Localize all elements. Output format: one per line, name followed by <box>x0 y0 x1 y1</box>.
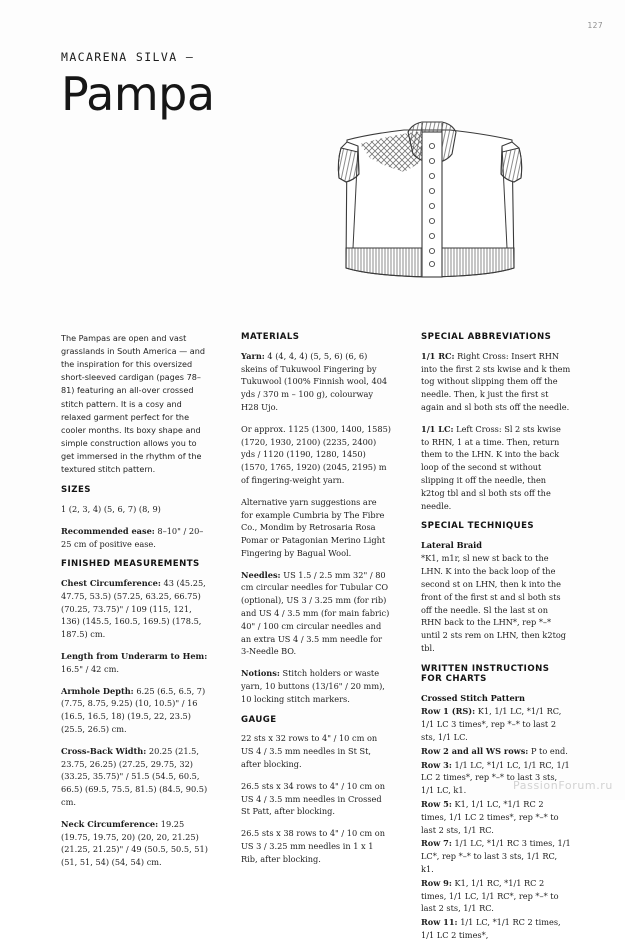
yarn-value: 4 (4, 4, 4) (5, 5, 6) (6, 6) skeins of Tukuwool Fingering by Tukuwool (100% Finnish wool, 404 yds / 370 m – 100 g), colourway H28 Ujo. <box>241 350 388 412</box>
yarn-approx: Or approx. 1125 (1300, 1400, 1585) (1720, 1930, 2100) (2235, 2400) yds / 1120 (1190, 1280, 1450) (1570, 1765, 1920) (2045, 2195) m of fingering-weight yarn. <box>241 423 392 485</box>
yarn-label: Yarn: <box>241 350 265 361</box>
chart-row-value: 1/1 LC, *1/1 RC 2 times, 1/1 LC 2 times*, <box>421 917 561 941</box>
chart-row <box>421 916 571 942</box>
chart-row-label: Row 2 and all WS rows: <box>421 745 529 756</box>
needles-item <box>241 569 391 659</box>
written-instructions-heading: WRITTEN INSTRUCTIONS FOR CHARTS <box>421 663 550 685</box>
needles-label: Needles: <box>241 569 281 580</box>
chart-row-value: K1, 1/1 LC, *1/1 RC 2 times, 1/1 LC 2 times*, rep *–* to last 2 sts, 1/1 RC. <box>421 799 559 835</box>
cardigan-illustration <box>300 118 562 323</box>
content-columns <box>61 332 571 942</box>
chart-row-value: P to end. <box>528 745 568 756</box>
measurement-label: Armhole Depth: <box>61 685 134 696</box>
measurement-value: 19.25 (19.75, 19.75, 20) (20, 20, 21.25) (21.25, 21.25)" / 49 (50.5, 50.5, 51) (51, 51, 54) (54, 54) cm. <box>61 818 208 868</box>
recommended-ease-value: 8–10" / 20–25 cm of positive ease. <box>61 525 204 549</box>
chart-row-value: 1/1 LC, *1/1 LC, 1/1 RC, 1/1 LC 2 times*, rep *–* to last 3 sts, 1/1 LC, k1. <box>421 759 570 796</box>
chart-row <box>421 837 571 875</box>
notions-item <box>241 667 391 705</box>
special-techniques-heading: SPECIAL TECHNIQUES <box>421 521 535 532</box>
abbreviation-item <box>421 350 571 414</box>
technique-text: *K1, m1r, sl new st back to the LHN. K into the back loop of the second st on LHN, then k into the front of the first st and sl both sts off the needle. Sl the last st on RHN back to the LHN*, rep *–* until 2 sts rem on LHN, then k2tog tbl. <box>421 553 567 653</box>
abbreviation-value: Right Cross: Insert RHN into the first 2 sts kwise and k them tog without slipping them off the needle. Then, k just the first st again and sl both sts off the needle. <box>421 350 571 412</box>
chart-row-label: Row 7: <box>421 838 452 849</box>
technique-name: Lateral Braid <box>421 540 483 551</box>
abbreviation-value: Left Cross: Sl 2 sts kwise to RHN, 1 at a time. Then, return them to the LHN. K into the back loop of the second st without slipping it off the needle, then k2tog tbl and sl both sts off the needle. <box>421 423 561 511</box>
gauge-item: 26.5 sts x 34 rows to 4" / 10 cm on US 4 / 3.5 mm needles in Crossed St Patt, after blocking. <box>241 780 385 817</box>
measurement-value: 20.25 (21.5, 23.75, 26.25) (27.25, 29.75, 32) (33.25, 35.75)" / 51.5 (54.5, 60.5, 66.5) (69.5, 75.5, 81.5) (84.5, 90.5) cm. <box>61 745 208 808</box>
chart-row-label: Row 3: <box>421 759 452 770</box>
measurement-label: Cross-Back Width: <box>61 745 147 756</box>
designer-name: MACARENA SILVA — <box>61 50 195 64</box>
page-title: Pampa <box>61 67 215 121</box>
chart-row-label: Row 1 (RS): <box>421 706 476 717</box>
finished-measurements-heading: FINISHED MEASUREMENTS <box>61 559 200 570</box>
measurement-label: Chest Circumference: <box>61 578 161 589</box>
abbreviation-item <box>421 423 571 513</box>
intro-paragraph: The Pampas are open and vast grasslands in South America — and the inspiration for this oversized short-sleeved cardigan (pages 78–81) featuring an all-over crossed stitch pattern. It is a cosy and relaxed garment perfect for the cooler months. Its boxy shape and simple construction allows you to get immersed in the rhythm of the textured stitch pattern. <box>61 333 206 475</box>
special-abbreviations-heading: SPECIAL ABBREVIATIONS <box>421 332 552 342</box>
gauge-heading: GAUGE <box>241 714 277 725</box>
yarn-item <box>241 350 391 414</box>
chart-row <box>421 745 571 758</box>
chart-row-label: Row 9: <box>421 877 452 888</box>
chart-row <box>421 705 571 743</box>
yarn-alternatives: Alternative yarn suggestions are for example Cumbria by The Fibre Co., Mondim by Retrosaria Rosa Pomar or Patagonian Merino Light Fingering by Bagual Wool. <box>241 496 386 558</box>
recommended-ease-label: Recommended ease: <box>61 525 155 536</box>
abbreviation-label: 1/1 RC: <box>421 350 455 361</box>
chart-name: Crossed Stitch Pattern <box>421 693 525 704</box>
gauge-item: 26.5 sts x 38 rows to 4" / 10 cm on US 3 / 3.25 mm needles in 1 x 1 Rib, after blocking. <box>241 828 385 864</box>
chart-rows <box>421 705 571 941</box>
column-left <box>61 332 211 942</box>
abbreviation-label: 1/1 LC: <box>421 423 454 434</box>
chart-row-value: 1/1 LC, *1/1 RC 3 times, 1/1 LC*, rep *–* to last 3 sts, 1/1 RC, k1. <box>421 838 571 875</box>
column-right <box>421 332 571 942</box>
chart-row <box>421 877 571 915</box>
measurement-label: Length from Underarm to Hem: <box>61 651 208 662</box>
chart-row <box>421 798 571 836</box>
measurement-item <box>61 818 211 869</box>
recommended-ease <box>61 525 211 551</box>
notions-value: Stitch holders or waste yarn, 10 buttons (13/16" / 20 mm), 10 locking stitch markers. <box>241 668 385 704</box>
needles-value: US 1.5 / 2.5 mm 32" / 80 cm circular needles for Tubular CO (optional), US 3 / 3.25 mm (for rib) and US 4 / 3.5 mm (for main fabric) 40" / 100 cm circular needles and an extra US 4 / 3.5 mm needle for 3-Needle BO. <box>241 569 390 657</box>
measurement-item <box>61 685 211 736</box>
masthead <box>61 50 361 121</box>
measurement-item <box>61 650 211 676</box>
chart-row-label: Row 5: <box>421 799 452 810</box>
measurement-value: 16.5" / 42 cm. <box>61 663 119 674</box>
measurement-value: 6.25 (6.5, 6.5, 7) (7.75, 8.75, 9.25) (10, 10.5)" / 16 (16.5, 16.5, 18) (19.5, 22, 23.5) (25.5, 26.5) cm. <box>61 685 206 735</box>
measurement-value: 43 (45.25, 47.75, 53.5) (57.25, 63.25, 66.75) (70.25, 73.75)" / 109 (115, 121, 136) (145.5, 160.5, 169.5) (178.5, 187.5) cm. <box>61 578 206 640</box>
site-watermark: PassionForum.ru <box>513 779 613 792</box>
measurement-item <box>61 577 211 641</box>
sizes-values: 1 (2, 3, 4) (5, 6, 7) (8, 9) <box>61 503 161 514</box>
page-number: 127 <box>587 21 603 30</box>
chart-row-value: K1, 1/1 LC, *1/1 RC, 1/1 LC 3 times*, rep *–* to last 2 sts, 1/1 LC. <box>421 706 562 743</box>
notions-label: Notions: <box>241 668 280 679</box>
chart-row-value: K1, 1/1 RC, *1/1 RC 2 times, 1/1 LC, 1/1 RC*, rep *–* to last 2 sts, 1/1 RC. <box>421 877 559 914</box>
measurement-label: Neck Circumference: <box>61 818 159 829</box>
materials-heading: MATERIALS <box>241 332 300 342</box>
gauge-item: 22 sts x 32 rows to 4" / 10 cm on US 4 / 3.5 mm needles in St St, after blocking. <box>241 733 378 769</box>
measurement-item <box>61 745 211 809</box>
column-middle <box>241 332 391 942</box>
sizes-heading: SIZES <box>61 485 91 496</box>
chart-row-label: Row 11: <box>421 917 458 928</box>
